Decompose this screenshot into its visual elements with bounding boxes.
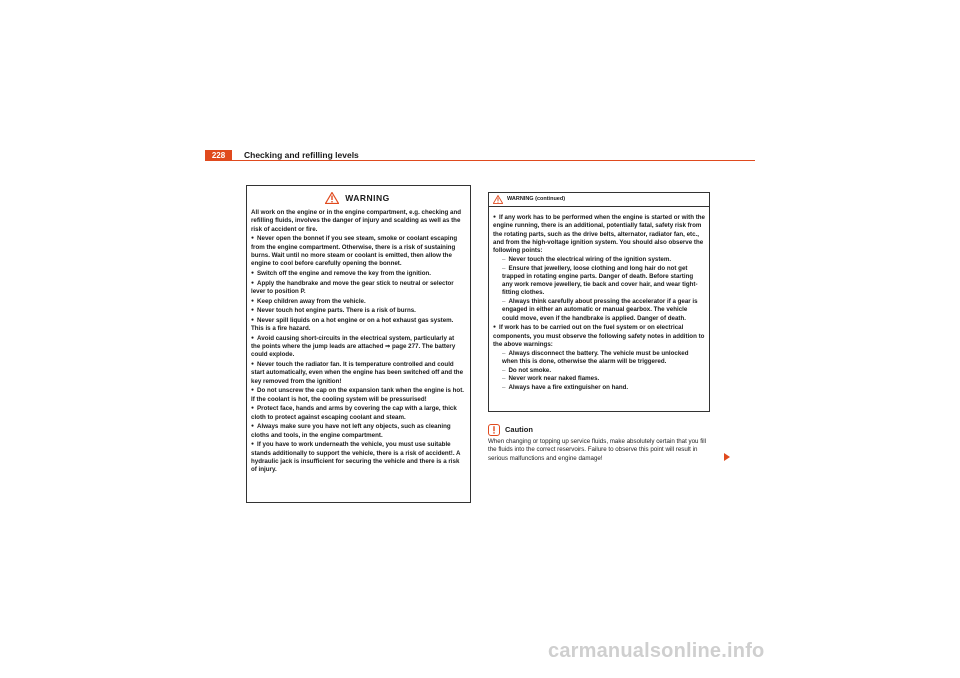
warning-bullet: ● If any work has to be performed when the engine is started or with the engine running, there is an additional, potentially fatal, safety risk from the rotating parts, such as the drive belts, alternator, radiator fan, etc., and from the high-voltage ignition system. You should also observe the following points: bbox=[493, 213, 705, 255]
warning-continued-title: WARNING (continued) bbox=[507, 196, 566, 203]
warning-subitem: – Never work near naked flames. bbox=[493, 375, 705, 383]
warning-continued-box bbox=[488, 192, 710, 412]
warning-bullet: ● Apply the handbrake and move the gear stick to neutral or selector lever to position P. bbox=[251, 279, 464, 297]
warning-header bbox=[251, 190, 464, 206]
warning-triangle-icon bbox=[493, 195, 503, 204]
caution-text: When changing or topping up service fluids, make absolutely certain that you fill the fluids into the correct reservoirs. Failure to observe this point will result in serious malfunctions and engine damage! bbox=[488, 438, 707, 462]
warning-bullet: ● Never touch the radiator fan. It is temperature controlled and could start automatically, even when the engine has been switched off and the key removed from the ignition! bbox=[251, 360, 464, 386]
caution-header bbox=[488, 424, 712, 436]
warning-bullet: ● Never touch hot engine parts. There is a risk of burns. bbox=[251, 306, 464, 315]
warning-box bbox=[246, 185, 471, 503]
caution-note bbox=[488, 424, 712, 463]
caution-exclamation-icon bbox=[488, 424, 500, 436]
warning-bullet: ● Avoid causing short-circuits in the electrical system, particularly at the points where the jump leads are attached ⇒ page 277. The battery could explode. bbox=[251, 334, 464, 360]
warning-bullet: ● Switch off the engine and remove the key from the ignition. bbox=[251, 269, 464, 278]
warning-subitem: – Do not smoke. bbox=[493, 367, 705, 375]
warning-subitem: – Ensure that jewellery, loose clothing and long hair do not get trapped in rotating engine parts. Danger of death. Before starting any work remove jewellery, tie back and cover hair, and wear tight-fitting clothes. bbox=[493, 265, 705, 298]
warning-subitem: – Always disconnect the battery. The vehicle must be unlocked when this is done, otherwise the alarm will be triggered. bbox=[493, 350, 705, 367]
warning-bullet: ● Do not unscrew the cap on the expansion tank when the engine is hot. If the coolant is hot, the cooling system will be pressurised! bbox=[251, 386, 464, 404]
continue-arrow-icon bbox=[724, 453, 730, 461]
warning-continued-header bbox=[489, 193, 709, 207]
warning-subitem: – Always think carefully about pressing the accelerator if a gear is engaged in either an automatic or manual gearbox. The vehicle could move, even if the handbrake is applied. Danger of death. bbox=[493, 298, 705, 323]
warning-bullet: ● If work has to be carried out on the fuel system or on electrical components, you must observe the following safety notes in addition to the above warnings: bbox=[493, 323, 705, 349]
watermark: carmanualsonline.info bbox=[548, 640, 765, 662]
warning-bullet: ● Always make sure you have not left any objects, such as cleaning cloths and tools, in the engine compartment. bbox=[251, 422, 464, 440]
warning-triangle-icon bbox=[325, 192, 339, 204]
page-header-title: Checking and refilling levels bbox=[244, 150, 359, 160]
warning-bullet: ● Never spill liquids on a hot engine or on a hot exhaust gas system. This is a fire hazard. bbox=[251, 316, 464, 334]
warning-title: WARNING bbox=[345, 192, 390, 203]
warning-bullet: ● Protect face, hands and arms by covering the cap with a large, thick cloth to protect against escaping coolant and steam. bbox=[251, 404, 464, 422]
warning-intro: All work on the engine or in the engine compartment, e.g. checking and refilling fluids, involves the danger of injury and scalding as well as the risk of accident or fire. bbox=[251, 209, 462, 233]
page-number: 228 bbox=[205, 150, 232, 161]
warning-bullet: ● If you have to work underneath the vehicle, you must use suitable stands additionally to support the vehicle, there is a risk of accident!. A hydraulic jack is insufficient for securing the vehicle and there is a risk of injury. bbox=[251, 440, 464, 474]
warning-bullet: ● Never open the bonnet if you see steam, smoke or coolant escaping from the engine compartment. Otherwise, there is a risk of sustaining burns. Wait until no more steam or coolant is emitted, then allow the engine to cool before carefully opening the bonnet. bbox=[251, 234, 464, 268]
caution-title: Caution bbox=[505, 424, 533, 434]
warning-subitem: – Never touch the electrical wiring of the ignition system. bbox=[493, 256, 705, 264]
warning-subitem: – Always have a fire extinguisher on hand. bbox=[493, 384, 705, 392]
header-rule bbox=[232, 160, 755, 161]
warning-bullet: ● Keep children away from the vehicle. bbox=[251, 297, 464, 306]
